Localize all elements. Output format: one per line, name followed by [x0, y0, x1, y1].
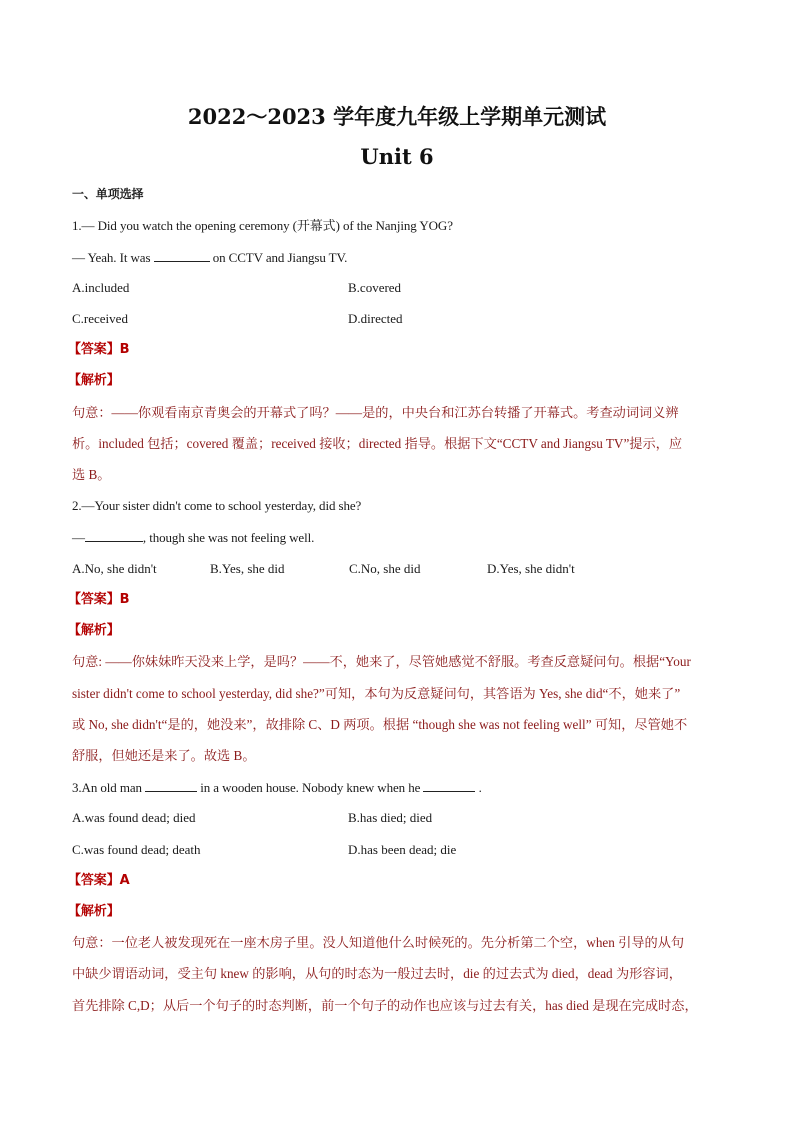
q2-blank: [85, 529, 143, 542]
q3-stem-pre: 3.An old man: [72, 780, 146, 795]
q1-answer: 【答案】B: [68, 342, 130, 357]
q2-analysis-label: 【解析】: [68, 623, 120, 638]
q1-option-d: D.directed: [348, 311, 403, 326]
q3-option-d: D.has been dead; die: [348, 842, 457, 857]
q3-option-c: C.was found dead; death: [72, 842, 201, 857]
q2-answer: 【答案】B: [68, 592, 130, 607]
q3-analysis-line2: 中缺少谓语动词，受主句 knew 的影响，从句的时态为一般过去时，die 的过去式为 died，dead 为形容词，: [72, 966, 682, 981]
q2-option-d: D.Yes, she didn't: [487, 561, 575, 576]
q1-stem-line2: [72, 249, 347, 266]
q3-analysis-label: 【解析】: [68, 904, 120, 919]
q2-stem: 2.—Your sister didn't come to school yesterday, did she?: [72, 498, 362, 513]
section-heading: 一、单项选择: [72, 187, 144, 201]
q3-stem-mid: in a wooden house. Nobody knew when he: [197, 780, 424, 795]
q1-stem: 1.— Did you watch the opening ceremony (开幕式) of the Nanjing YOG?: [72, 218, 453, 233]
q3-stem: [72, 779, 482, 796]
unit-title: Unit 6: [360, 144, 434, 169]
q1-option-c: C.received: [72, 311, 128, 326]
q2-analysis-line3: 或 No, she didn't“是的，她没来”，故排除 C、D 两项。根据 “though she was not feeling well” 可知，尽管她不: [72, 717, 688, 732]
page-title: 2022～2023 学年度九年级上学期单元测试: [187, 104, 607, 129]
q1-stem-post: on CCTV and Jiangsu TV.: [209, 250, 348, 265]
q2-analysis-line2: sister didn't come to school yesterday, did she?”可知，本句为反意疑问句，其答语为 Yes, she did“不，她来了”: [72, 686, 681, 701]
q1-analysis-line1: 句意：——你观看南京青奥会的开幕式了吗？——是的，中央台和江苏台转播了开幕式。考查动词词义辨: [72, 405, 679, 420]
q1-analysis-label: 【解析】: [68, 373, 120, 388]
q3-option-b: B.has died; died: [348, 810, 433, 825]
q2-analysis-line1: 句意: ——你妹妹昨天没来上学，是吗？——不，她来了，尽管她感觉不舒服。考查反意疑问句。根据“Your: [72, 654, 691, 669]
q2-analysis-line4: 舒服，但她还是来了。故选 B。: [72, 748, 256, 763]
q3-blank-1: [145, 779, 197, 792]
q1-blank: [154, 249, 210, 262]
q1-stem-pre: — Yeah. It was: [72, 250, 154, 265]
q3-blank-2: [423, 779, 475, 792]
q3-option-a: A.was found dead; died: [72, 810, 196, 825]
q3-answer: 【答案】A: [68, 873, 130, 888]
q3-analysis-line3: 首先排除 C,D；从后一个句子的时态判断，前一个句子的动作也应该与过去有关，has died 是现在完成时态，: [72, 998, 698, 1013]
q1-option-a: A.included: [72, 280, 130, 295]
q1-option-b: B.covered: [348, 280, 402, 295]
q2-option-a: A.No, she didn't: [72, 561, 157, 576]
q2-stem-line2: [72, 529, 314, 546]
q3-stem-post: .: [475, 780, 482, 795]
q1-analysis-line2: 析。included 包括；covered 覆盖；received 接收；directed 指导。根据下文“CCTV and Jiangsu TV”提示，应: [72, 436, 683, 451]
q2-option-b: B.Yes, she did: [210, 561, 285, 576]
q1-analysis-line3: 选 B。: [72, 467, 111, 482]
q2-option-c: C.No, she did: [349, 561, 421, 576]
q2-stem-post: , though she was not feeling well.: [142, 530, 315, 545]
q3-analysis-line1: 句意：一位老人被发现死在一座木房子里。没人知道他什么时候死的。先分析第二个空，when 引导的从句: [72, 935, 685, 950]
q2-stem-pre: —: [72, 530, 85, 545]
